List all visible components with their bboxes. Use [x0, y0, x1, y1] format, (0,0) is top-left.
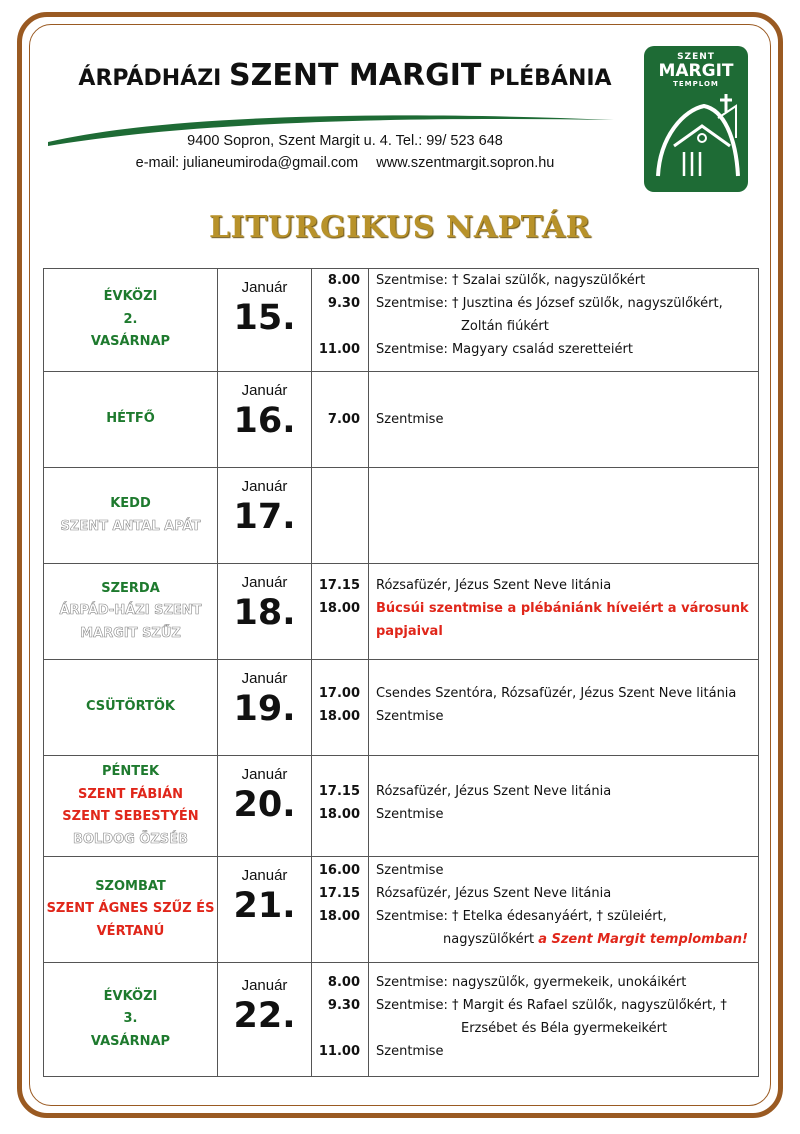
month-label: Január — [241, 977, 288, 994]
date-cell — [218, 372, 312, 468]
description-line: Rózsafüzér, Jézus Szent Neve litánia — [376, 578, 612, 593]
day-cell — [44, 857, 218, 963]
month-label: Január — [241, 867, 288, 884]
calendar-row — [44, 372, 759, 468]
description-cell — [369, 269, 759, 372]
day-name: PÉNTEK — [101, 764, 160, 779]
saint-name: SZENT ANTAL APÁT — [60, 518, 201, 534]
description-line: Szentmise — [376, 863, 444, 878]
description-highlight: a Szent Margit templomban! — [538, 932, 748, 947]
logo-line3: TEMPLOM — [673, 80, 719, 88]
time-value: 7.00 — [327, 412, 360, 427]
calendar-row — [44, 857, 759, 963]
saint-name: ÁRPÁD-HÁZI SZENT — [59, 603, 202, 619]
month-label: Január — [241, 279, 288, 296]
time-cell — [312, 660, 369, 756]
time-value: 16.00 — [318, 863, 360, 878]
time-cell — [312, 468, 369, 564]
liturgical-calendar-table — [43, 268, 759, 1077]
day-name: CSÜTÖRTÖK — [85, 699, 176, 715]
calendar-row — [44, 756, 759, 857]
day-name: ÉVKÖZI — [103, 289, 158, 305]
date-cell — [218, 660, 312, 756]
description-line: Szentmise — [376, 412, 444, 427]
description-line: Csendes Szentóra, Rózsafüzér, Jézus Szent Neve litánia — [376, 686, 737, 701]
day-name: 3. — [123, 1011, 138, 1027]
time-value — [312, 1017, 368, 1040]
time-value: 18.00 — [318, 909, 360, 924]
time-value: 17.15 — [318, 578, 360, 593]
day-number: 17. — [233, 497, 296, 537]
time-value: 17.15 — [318, 784, 360, 799]
description-line-highlight: papjaival — [376, 624, 443, 639]
contact-block — [100, 130, 590, 174]
parish-title-part3: PLÉBÁNIA — [481, 66, 612, 91]
description-line: Szentmise: nagyszülők, gyermekeik, unokáikért — [376, 975, 687, 990]
description-cell — [369, 756, 759, 857]
description-line: Erzsébet és Béla gyermekeikért — [461, 1021, 668, 1036]
day-cell — [44, 372, 218, 468]
parish-title-part1: ÁRPÁDHÁZI — [78, 66, 230, 91]
calendar-row — [44, 564, 759, 660]
time-value: 9.30 — [327, 296, 360, 311]
day-name: SZOMBAT — [95, 878, 166, 894]
description-cell — [369, 468, 759, 564]
description-line: Szentmise — [376, 807, 444, 822]
time-cell — [312, 269, 369, 372]
day-number: 18. — [233, 593, 296, 633]
time-cell — [312, 372, 369, 468]
time-value: 8.00 — [327, 273, 360, 288]
description-cell — [369, 564, 759, 660]
day-number: 15. — [233, 298, 296, 338]
date-cell — [218, 269, 312, 372]
calendar-row — [44, 269, 759, 372]
day-name: ÉVKÖZI — [103, 988, 158, 1004]
description-text: nagyszülőkért — [443, 932, 535, 947]
day-cell — [44, 468, 218, 564]
day-cell — [44, 660, 218, 756]
saint-name: MARGIT SZŰZ — [80, 625, 181, 641]
address-line: 9400 Sopron, Szent Margit u. 4. Tel.: 99/ 523 648 — [187, 133, 503, 149]
day-number: 21. — [233, 886, 296, 926]
time-value: 17.15 — [318, 886, 360, 901]
calendar-row — [44, 468, 759, 564]
day-number: 22. — [233, 996, 296, 1036]
day-name: SZERDA — [101, 580, 160, 596]
day-name: KEDD — [110, 496, 151, 511]
description-line: Rózsafüzér, Jézus Szent Neve litánia — [376, 784, 612, 799]
description-line: Szentmise: † Etelka édesanyáért, † szüleiért, — [376, 909, 667, 924]
time-cell — [312, 857, 369, 963]
description-line — [369, 928, 758, 951]
time-value: 18.00 — [318, 709, 360, 724]
parish-title — [60, 58, 630, 93]
time-value: 11.00 — [318, 342, 360, 357]
calendar-row — [44, 963, 759, 1077]
email-text: e-mail: julianeumiroda@gmail.com — [135, 155, 359, 171]
day-cell — [44, 269, 218, 372]
time-value: 11.00 — [318, 1044, 360, 1059]
parish-title-part2: SZENT MARGIT — [229, 58, 482, 93]
time-value: 9.30 — [327, 998, 360, 1013]
date-cell — [218, 963, 312, 1077]
time-value: 8.00 — [327, 975, 360, 990]
day-name: 2. — [123, 311, 138, 327]
description-cell — [369, 857, 759, 963]
description-cell — [369, 372, 759, 468]
month-label: Január — [241, 670, 288, 687]
month-label: Január — [241, 382, 288, 399]
day-name: HÉTFŐ — [106, 411, 155, 427]
saint-name: SZENT ÁGNES SZŰZ ÉS — [46, 901, 215, 917]
saint-name: SZENT FÁBIÁN — [77, 786, 184, 802]
time-value — [312, 315, 368, 338]
time-cell — [312, 564, 369, 660]
website-text: www.szentmargit.sopron.hu — [376, 155, 555, 171]
saint-name: SZENT SEBESTYÉN — [62, 809, 199, 824]
time-value: 17.00 — [318, 686, 360, 701]
description-line: Szentmise: Magyary család szeretteiért — [376, 342, 633, 357]
description-line: Zoltán fiúkért — [461, 319, 549, 334]
day-number: 20. — [233, 785, 296, 825]
description-line: Szentmise: † Szalai szülők, nagyszülőkért — [376, 273, 646, 288]
description-cell — [369, 660, 759, 756]
time-value: 18.00 — [318, 601, 360, 616]
description-line-highlight: Búcsúi szentmise a plébániánk híveiért a városunk — [376, 601, 749, 616]
date-cell — [218, 564, 312, 660]
logo-line1: SZENT — [677, 52, 715, 62]
month-label: Január — [241, 478, 288, 495]
saint-name: VÉRTANÚ — [96, 923, 165, 939]
day-cell — [44, 756, 218, 857]
date-cell — [218, 756, 312, 857]
day-name: VASÁRNAP — [90, 334, 171, 350]
church-logo — [644, 46, 748, 192]
time-cell — [312, 756, 369, 857]
calendar-row — [44, 660, 759, 756]
day-number: 19. — [233, 689, 296, 729]
day-cell — [44, 963, 218, 1077]
time-value: 18.00 — [318, 807, 360, 822]
month-label: Január — [241, 574, 288, 591]
month-label: Január — [241, 766, 288, 783]
description-cell — [369, 963, 759, 1077]
day-cell — [44, 564, 218, 660]
day-number: 16. — [233, 401, 296, 441]
description-line: Szentmise — [376, 1044, 444, 1059]
description-line: Szentmise — [376, 709, 444, 724]
saint-name: BOLDOG ÖZSÉB — [73, 831, 188, 847]
description-line: Szentmise: † Jusztina és József szülők, nagyszülőkért, — [376, 296, 723, 311]
document-title: LITURGIKUS NAPTÁR — [208, 210, 592, 245]
logo-line2: MARGIT — [658, 61, 734, 81]
date-cell — [218, 857, 312, 963]
date-cell — [218, 468, 312, 564]
description-line: Rózsafüzér, Jézus Szent Neve litánia — [376, 886, 612, 901]
time-cell — [312, 963, 369, 1077]
description-line: Szentmise: † Margit és Rafael szülők, nagyszülőkért, † — [376, 998, 727, 1013]
day-name: VASÁRNAP — [90, 1033, 171, 1049]
